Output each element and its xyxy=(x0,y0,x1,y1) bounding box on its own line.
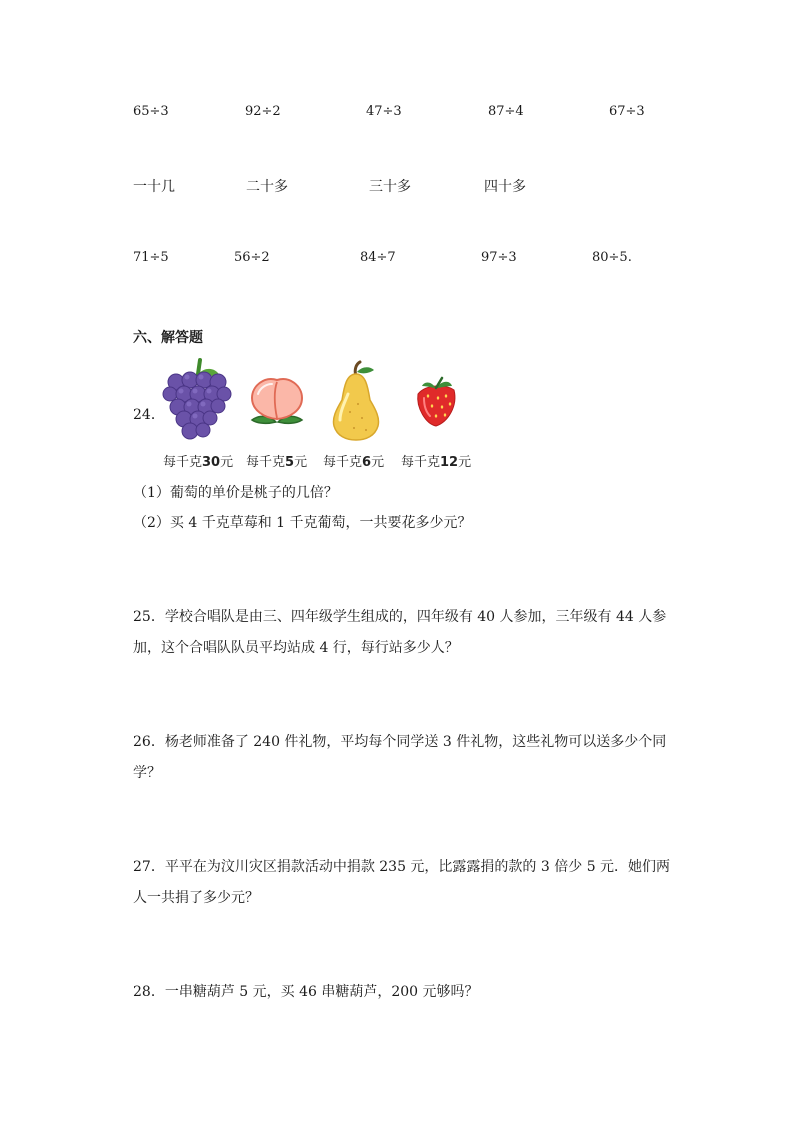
expression-row2-3: 84÷7 xyxy=(360,250,396,265)
expression-row1-1: 65÷3 xyxy=(133,104,169,119)
section-title: 六、解答题 xyxy=(133,330,203,346)
pear-icon xyxy=(328,360,384,442)
grapes-icon xyxy=(160,356,236,444)
expression-row2-2: 56÷2 xyxy=(234,250,270,265)
category-label-3: 三十多 xyxy=(369,179,411,195)
question-27-line1: 27．平平在为汶川灾区捐款活动中捐款 235 元，比露露捐的款的 3 倍少 5 元．她们两 xyxy=(133,859,671,875)
question-24-sub2: （2）买 4 千克草莓和 1 千克葡萄，一共要花多少元？ xyxy=(133,515,472,531)
question-24-sub1: （1）葡萄的单价是桃子的几倍？ xyxy=(133,485,338,501)
question-24-number: 24． xyxy=(133,407,165,423)
question-25-line2: 加，这个合唱队队员平均站成 4 行，每行站多少人？ xyxy=(133,640,459,656)
price-label-pear: 每千克6元 xyxy=(323,455,385,470)
question-25-line1: 25．学校合唱队是由三、四年级学生组成的，四年级有 40 人参加，三年级有 44 人参 xyxy=(133,609,667,625)
price-label-peach: 每千克5元 xyxy=(246,455,308,470)
category-label-2: 二十多 xyxy=(246,179,288,195)
question-26-line2: 学？ xyxy=(133,765,161,781)
peach-icon xyxy=(244,374,310,428)
question-27-line2: 人一共捐了多少元？ xyxy=(133,890,259,906)
expression-row1-5: 67÷3 xyxy=(609,104,645,119)
expression-row2-4: 97÷3 xyxy=(481,250,517,265)
expression-row2-5: 80÷5. xyxy=(592,250,632,265)
price-label-strawberry: 每千克12元 xyxy=(401,455,472,470)
expression-row1-2: 92÷2 xyxy=(245,104,281,119)
price-label-grapes: 每千克30元 xyxy=(163,455,234,470)
category-label-4: 四十多 xyxy=(484,179,526,195)
expression-row2-1: 71÷5 xyxy=(133,250,169,265)
category-label-1: 一十几 xyxy=(133,179,175,195)
expression-row1-4: 87÷4 xyxy=(488,104,524,119)
strawberry-icon xyxy=(412,376,460,428)
expression-row1-3: 47÷3 xyxy=(366,104,402,119)
question-26-line1: 26．杨老师准备了 240 件礼物，平均每个同学送 3 件礼物，这些礼物可以送多少个同 xyxy=(133,734,667,750)
question-28-line1: 28．一串糖葫芦 5 元，买 46 串糖葫芦，200 元够吗？ xyxy=(133,984,479,1000)
